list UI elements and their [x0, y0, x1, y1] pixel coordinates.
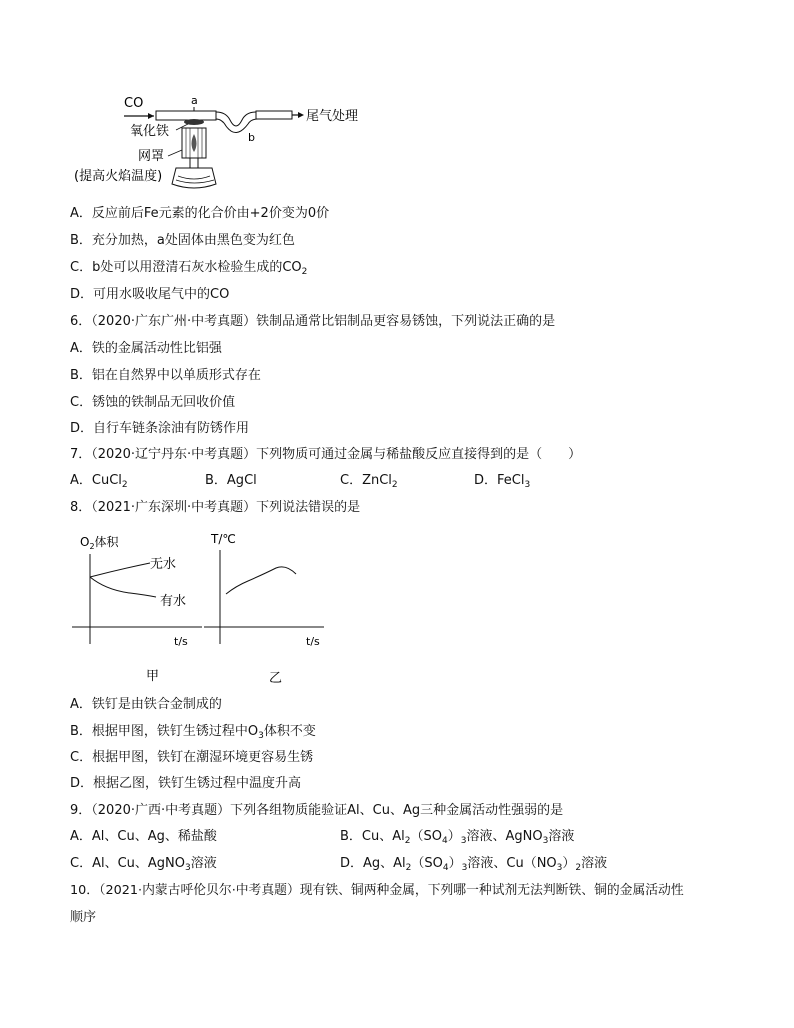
q7-option-c-sub: 2	[391, 480, 398, 490]
q8-stem: 8．（2021·广东深圳·中考真题）下列说法错误的是	[70, 500, 361, 515]
chart-jia-curve-water	[90, 577, 156, 597]
q8-option-b-post: 体积不变	[263, 724, 316, 739]
q10-stem-line1: 10．（2021·内蒙古呼伦贝尔·中考真题）现有铁、铜两种金属，下列哪一种试剂无法判断铁、铜的金属活动性	[70, 883, 684, 898]
q7-option-a	[70, 473, 128, 489]
q8-option-b-sub: 3	[258, 731, 264, 741]
chart-yi-ylabel: T/℃	[211, 532, 236, 546]
q7-option-d	[474, 473, 530, 489]
q9-option-b	[340, 829, 574, 845]
q7-option-d-sub: 3	[524, 480, 531, 490]
q6-option-a: A．铁的金属活动性比铝强	[70, 341, 222, 356]
q5-option-d: D．可用水吸收尾气中的CO	[70, 287, 230, 302]
label-net: 网罩	[138, 149, 165, 164]
q8-option-d: D．根据乙图，铁钉生锈过程中温度升高	[70, 776, 302, 791]
label-iron-oxide: 氧化铁	[130, 124, 170, 139]
chart-jia-ylabel-rest: 体积	[94, 535, 119, 549]
q9-d-4: 溶液、Cu（NO	[467, 856, 557, 871]
chart-jia-ylabel-sub: 2	[89, 542, 95, 551]
q10-stem-line2: 顺序	[70, 910, 97, 925]
chart-jia-ylabel: $O_2$体积	[80, 535, 119, 551]
q6-option-c: C．锈蚀的铁制品无回收价值	[70, 395, 236, 410]
q7-option-c-text: C．ZnCl	[340, 473, 392, 488]
q9-stem: 9．（2020·广西·中考真题）下列各组物质能验证Al、Cu、Ag三种金属活动性强弱的是	[70, 803, 564, 818]
label-a: a	[191, 94, 198, 107]
label-co: CO	[124, 96, 144, 111]
q5-option-c	[70, 260, 307, 276]
q9-c-sub1: 3	[185, 863, 191, 873]
q9-c-2: 溶液	[190, 856, 217, 871]
q7-option-b: B．AgCl	[205, 473, 257, 488]
q9-b-2: （SO	[410, 829, 442, 844]
q7-option-d-text: D．FeCl	[474, 473, 525, 488]
q9-d-sub2: 4	[442, 863, 449, 873]
q9-option-d	[340, 856, 607, 872]
q9-b-sub2: 4	[441, 836, 448, 846]
q7-option-a-sub: 2	[121, 480, 128, 490]
q8-option-b	[70, 724, 316, 740]
q6-option-b: B．铝在自然界中以单质形式存在	[70, 368, 261, 383]
q5-option-c-text: C．b处可以用澄清石灰水检验生成的CO	[70, 260, 302, 275]
q9-d-sub1: 2	[405, 863, 412, 873]
q7-option-c	[340, 473, 398, 489]
chart-jia-label-nowater: 无水	[150, 557, 177, 572]
q5-option-a: A．反应前后Fe元素的化合价由+2价变为0价	[70, 206, 330, 221]
q8-option-a: A．铁钉是由铁合金制成的	[70, 697, 222, 712]
q5-option-b: B．充分加热，a处固体由黑色变为红色	[70, 233, 295, 248]
q9-option-a: A．Al、Cu、Ag、稀盐酸	[70, 829, 217, 844]
q8-option-b-pre: B．根据甲图，铁钉生锈过程中O	[70, 724, 259, 739]
q9-d-1: D．Ag、Al	[340, 856, 406, 871]
q9-b-sub4: 3	[542, 836, 549, 846]
q7-option-a-text: A．CuCl	[70, 473, 122, 488]
chart-jia	[66, 526, 206, 686]
q5-option-c-sub: 2	[301, 267, 308, 277]
q9-d-sub5: 2	[575, 863, 582, 873]
q9-b-3: ）	[447, 829, 461, 844]
chart-jia-label-water: 有水	[160, 594, 187, 609]
q9-d-5: ）	[562, 856, 576, 871]
chart-jia-xlabel: t/s	[174, 635, 188, 648]
co-reduction-apparatus-figure	[70, 88, 370, 200]
q9-b-5: 溶液	[548, 829, 575, 844]
q9-d-6: 溶液	[581, 856, 608, 871]
label-exhaust: 尾气处理	[306, 109, 359, 124]
chart-jia-curve-nowater	[90, 563, 150, 577]
q9-d-3: ）	[448, 856, 462, 871]
q9-b-sub1: 2	[404, 836, 411, 846]
q9-d-2: （SO	[411, 856, 443, 871]
label-b: b	[248, 131, 255, 144]
chart-yi	[200, 526, 330, 688]
q8-option-c: C．根据甲图，铁钉在潮湿环境更容易生锈	[70, 750, 314, 765]
q9-b-1: B．Cu、Al	[340, 829, 405, 844]
q9-d-sub3: 3	[461, 863, 468, 873]
label-flame-temp: (提高火焰温度)	[74, 169, 163, 184]
chart-yi-curve	[226, 567, 296, 594]
q9-b-sub3: 3	[460, 836, 467, 846]
q7-stem: 7．（2020·辽宁丹东·中考真题）下列物质可通过金属与稀盐酸反应直接得到的是（ ）	[70, 447, 582, 462]
q9-d-sub4: 3	[556, 863, 563, 873]
chart-jia-caption: 甲	[146, 669, 160, 684]
q6-option-d: D．自行车链条涂油有防锈作用	[70, 421, 250, 436]
chart-yi-xlabel: t/s	[306, 635, 320, 648]
q9-c-1: C．Al、Cu、AgNO	[70, 856, 186, 871]
q9-option-c	[70, 856, 217, 872]
q6-stem: 6．（2020·广东广州·中考真题）铁制品通常比铝制品更容易锈蚀，下列说法正确的是	[70, 314, 556, 329]
chart-yi-caption: 乙	[269, 671, 283, 686]
q9-b-4: 溶液、AgNO	[466, 829, 543, 844]
